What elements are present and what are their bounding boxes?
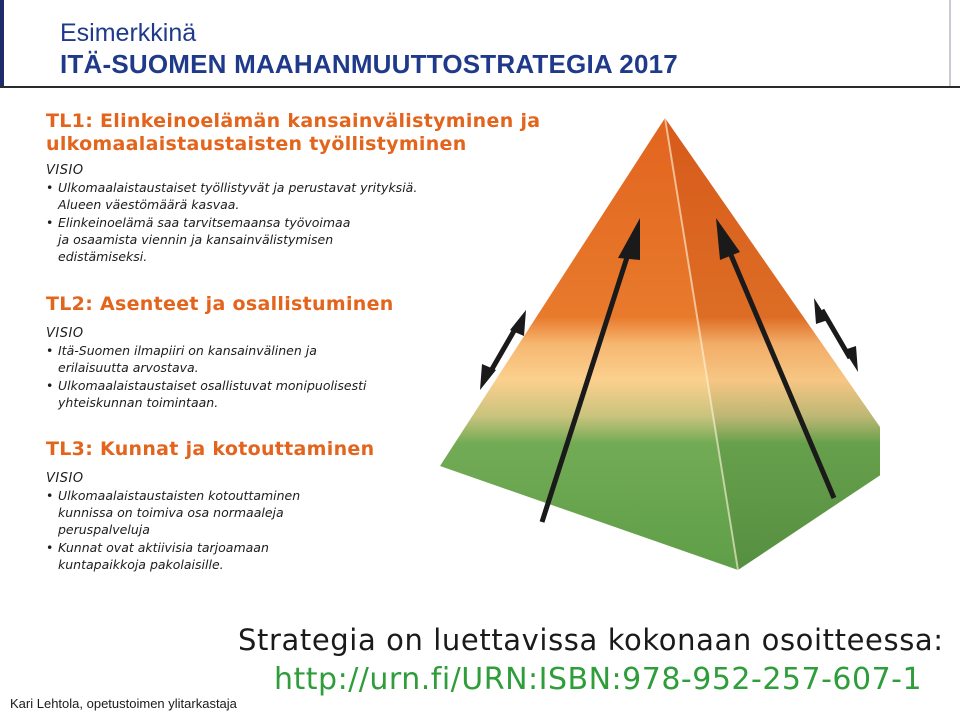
tl2-heading-line1: TL2: Asenteet ja osallistuminen [46, 293, 394, 315]
tl1-heading-line2: ulkomaalaistaustaisten työllistyminen [46, 133, 467, 155]
tl3-bullet-1-line1: • Ulkomaalaistaustaisten kotouttaminen [58, 488, 301, 503]
tl2-visio-label: VISIO [46, 326, 84, 341]
tl2-bullet-2-line1: • Ulkomaalaistaustaiset osallistuvat monipuolisesti [58, 378, 367, 393]
levels-panel [36, 100, 541, 580]
tl1-bullet-1-line1: • Ulkomaalaistaustaiset työllistyvät ja perustavat yrityksiä. [58, 180, 418, 195]
tl1-bullet-2-line2: ja osaamista viennin ja kansainvälistymisen [58, 232, 334, 247]
tl2-bullet-1-line1: • Itä-Suomen ilmapiiri on kansainvälinen ja [58, 343, 317, 358]
tl1-heading-line1: TL1: Elinkeinoelämän kansainvälistyminen ja [46, 110, 541, 132]
title-block [60, 18, 678, 80]
tl3-bullet-1-line3: peruspalveluja [58, 522, 150, 537]
tl2-bullet-2-line2: yhteiskunnan toimintaan. [58, 395, 219, 410]
tl3-bullet-1-line2: kunnissa on toimiva osa normaaleja [58, 505, 284, 520]
title-divider [0, 86, 960, 88]
pyramid-diagram [440, 108, 880, 578]
tl3-visio-label: VISIO [46, 471, 84, 486]
tl2-bullet-1-line2: erilaisuutta arvostava. [58, 360, 199, 375]
pre-title: Esimerkkinä [60, 19, 197, 47]
footer-author: Kari Lehtola, opetustoimen ylitarkastaja [10, 696, 237, 711]
tl1-visio-label: VISIO [46, 163, 84, 178]
tl1-bullet-2-line1: • Elinkeinoelämä saa tarvitsemaansa työvoimaa [58, 215, 351, 230]
tl3-heading-line1: TL3: Kunnat ja kotouttaminen [46, 438, 375, 460]
tl1-bullet-1-line2: Alueen väestömäärä kasvaa. [58, 197, 240, 212]
slide-frame-edge [949, 0, 960, 86]
strategy-text: Strategia on luettavissa kokonaan osoitteessa: [238, 623, 944, 657]
tl3-bullet-2-line2: kuntapaikkoja pakolaisille. [58, 557, 224, 572]
strategy-url-link[interactable]: http://urn.fi/URN:ISBN:978-952-257-607-1 [274, 662, 923, 697]
tl1-bullet-2-line3: edistämiseksi. [58, 249, 148, 264]
tl3-bullet-2-line1: • Kunnat ovat aktiivisia tarjoamaan [58, 540, 269, 555]
page-title: ITÄ-SUOMEN MAAHANMUUTTOSTRATEGIA 2017 [60, 49, 678, 79]
slide-frame-accent [0, 0, 4, 86]
